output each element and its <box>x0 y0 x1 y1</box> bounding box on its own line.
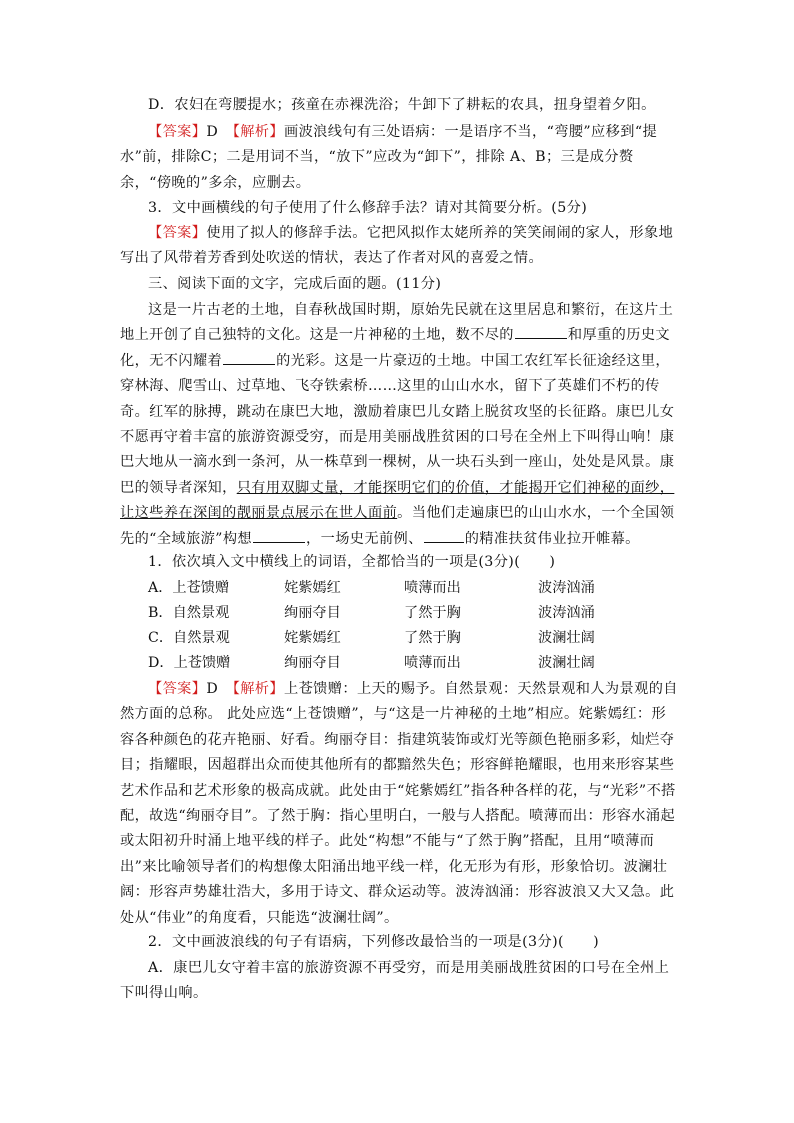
prev-option-d: D．农妇在弯腰提水；孩童在赤裸洗浴；牛卸下了耕耘的农具，扭身望着夕阳。 <box>148 97 656 113</box>
question-1: 1．依次填入文中横线上的词语，全都恰当的一项是(3分)( ) <box>148 554 556 570</box>
option-row-b <box>148 601 688 626</box>
option-cell: 波涛汹涌 <box>538 605 595 621</box>
prev-answer-block <box>120 120 680 196</box>
option-cell: 绚丽夺目 <box>284 605 341 621</box>
answer-text: 使用了拟人的修辞手法。它把风拟作太姥所养的笑笑闹闹的家人，形象地写出了风带着芳香到处吹送的情状，表达了作者对风的喜爱之情。 <box>120 225 674 267</box>
passage-text: 。当他们走遍康巴的山山水水，一个全国领先的“全域旅游”构想 <box>120 505 675 547</box>
passage-text: 的精准扶贫伟业拉开帷幕。 <box>464 530 640 547</box>
analysis-text: 画波浪线句有三处语病：一是语序不当，“弯腰”应移到“提水”前，排除C；二是用词不当，“放下”应改为“卸下”，排除 A、B；三是成分赘余，“傍晚的”多余，应删去。 <box>120 124 658 191</box>
option-cell: 喷薄而出 <box>404 655 461 671</box>
option-cell: 波澜壮阔 <box>538 655 595 671</box>
option-cell: D．上苍馈赠 <box>148 655 231 671</box>
option-row-a <box>148 576 688 601</box>
answer-letter: D <box>206 681 233 697</box>
option-cell: 姹紫嫣红 <box>284 580 341 596</box>
question-2: 2．文中画波浪线的句子有语病，下列修改最恰当的一项是(3分)( ) <box>148 934 600 950</box>
passage-text: 这是一片古老的土地，自春秋战国时期，原始先民就在这里居息和繁衍，在这片土地上开创了自己独特的文化。这是一片神秘的土地，数不尽的 <box>120 302 674 344</box>
option-cell: B．自然景观 <box>148 605 230 621</box>
section-heading: 三、阅读下面的文字，完成后面的题。(11分) <box>148 276 442 292</box>
reading-passage <box>120 298 680 552</box>
passage-text: 和厚重的历史文化，无不闪耀着 <box>120 327 670 369</box>
option-cell: C．自然景观 <box>148 630 230 646</box>
analysis-tag: 【解析】 <box>232 124 284 140</box>
q1-answer-block <box>120 677 680 931</box>
fill-blank-1 <box>515 324 567 339</box>
answer-tag: 【答案】 <box>148 225 207 241</box>
analysis-text: 上苍馈赠：上天的赐予。自然景观：天然景观和人为景观的自然方面的总称。 此处应选“上苍馈赠”，与“这是一片神秘的土地”相应。姹紫嫣红：形容各种颜色的花卉艳丽、好看。绚丽夺目：指建筑装饰或灯光等颜色艳丽多彩，灿烂夺目；指耀眼，因超群出众而使其他所有的都黯然失色；形容鲜艳耀眼，也用来形容某些艺术作品和艺术形象的极高成就。此处由于“姹紫嫣红”指各种各样的花，与“光彩”不搭配，故选“绚丽夺目”。了然于胸：指心里明白，一般与人搭配。喷薄而出：形容水涌起或太阳初升时涌上地平线的样子。此处“构想”不能与“了然于胸”搭配，且用“喷薄而出”来比喻领导者们的构想像太阳涌出地平线一样，化无形为有形，形象恰切。波澜壮阔：形容声势雄壮浩大，多用于诗文、群众运动等。波涛汹涌：形容波浪又大又急。此处从“伟业”的角度看，只能选“波澜壮阔”。 <box>120 681 678 926</box>
option-cell: 喷薄而出 <box>404 580 461 596</box>
underlined-sentence: 只有用双脚丈量，才能探明它们的价值，才能揭开它们神秘的面纱，让这些养在深闺的靓丽景点展示在世人面前 <box>120 479 675 522</box>
answer-tag: 【答案】 <box>148 124 207 140</box>
option-cell: A．上苍馈赠 <box>148 580 230 596</box>
q3-answer-block <box>120 221 680 272</box>
option-cell: 波澜壮阔 <box>538 630 595 646</box>
question-3: 3．文中画横线的句子使用了什么修辞手法？请对其简要分析。(5分) <box>148 200 588 216</box>
option-cell: 了然于胸 <box>404 605 461 621</box>
option-cell: 波涛汹涌 <box>538 580 595 596</box>
option-cell: 了然于胸 <box>404 630 461 646</box>
analysis-tag: 【解析】 <box>232 681 284 697</box>
option-row-d <box>148 651 688 676</box>
option-cell: 姹紫嫣红 <box>284 630 341 646</box>
fill-blank-2 <box>223 350 275 365</box>
option-row-c <box>148 626 688 651</box>
passage-text: 的光彩。这是一片豪迈的土地。中国工农红军长征途经这里，穿林海、爬雪山、过草地、飞夺铁索桥……这里的山山水水，留下了英雄们不朽的传奇。红军的脉搏，跳动在康巴大地，激励着康巴儿女踏上脱贫攻坚的长征路。康巴儿女不愿再守着丰富的旅游资源受穷，而是用美丽战胜贫困的口号在全州上下叫得山响！康巴大地从一滴水到一条河，从一株草到一棵树，从一块石头到一座山，处处是风景。康巴的领导者深知， <box>120 352 675 496</box>
answer-tag: 【答案】 <box>148 681 207 697</box>
fill-blank-4 <box>424 528 464 543</box>
fill-blank-3 <box>253 528 305 543</box>
option-cell: 绚丽夺目 <box>284 655 341 671</box>
passage-text: ，一场史无前例、 <box>306 530 423 547</box>
answer-letter: D <box>206 124 233 140</box>
q2-option-a: A．康巴儿女守着丰富的旅游资源不再受穷，而是用美丽战胜贫困的口号在全州上下叫得山响。 <box>120 960 670 1002</box>
